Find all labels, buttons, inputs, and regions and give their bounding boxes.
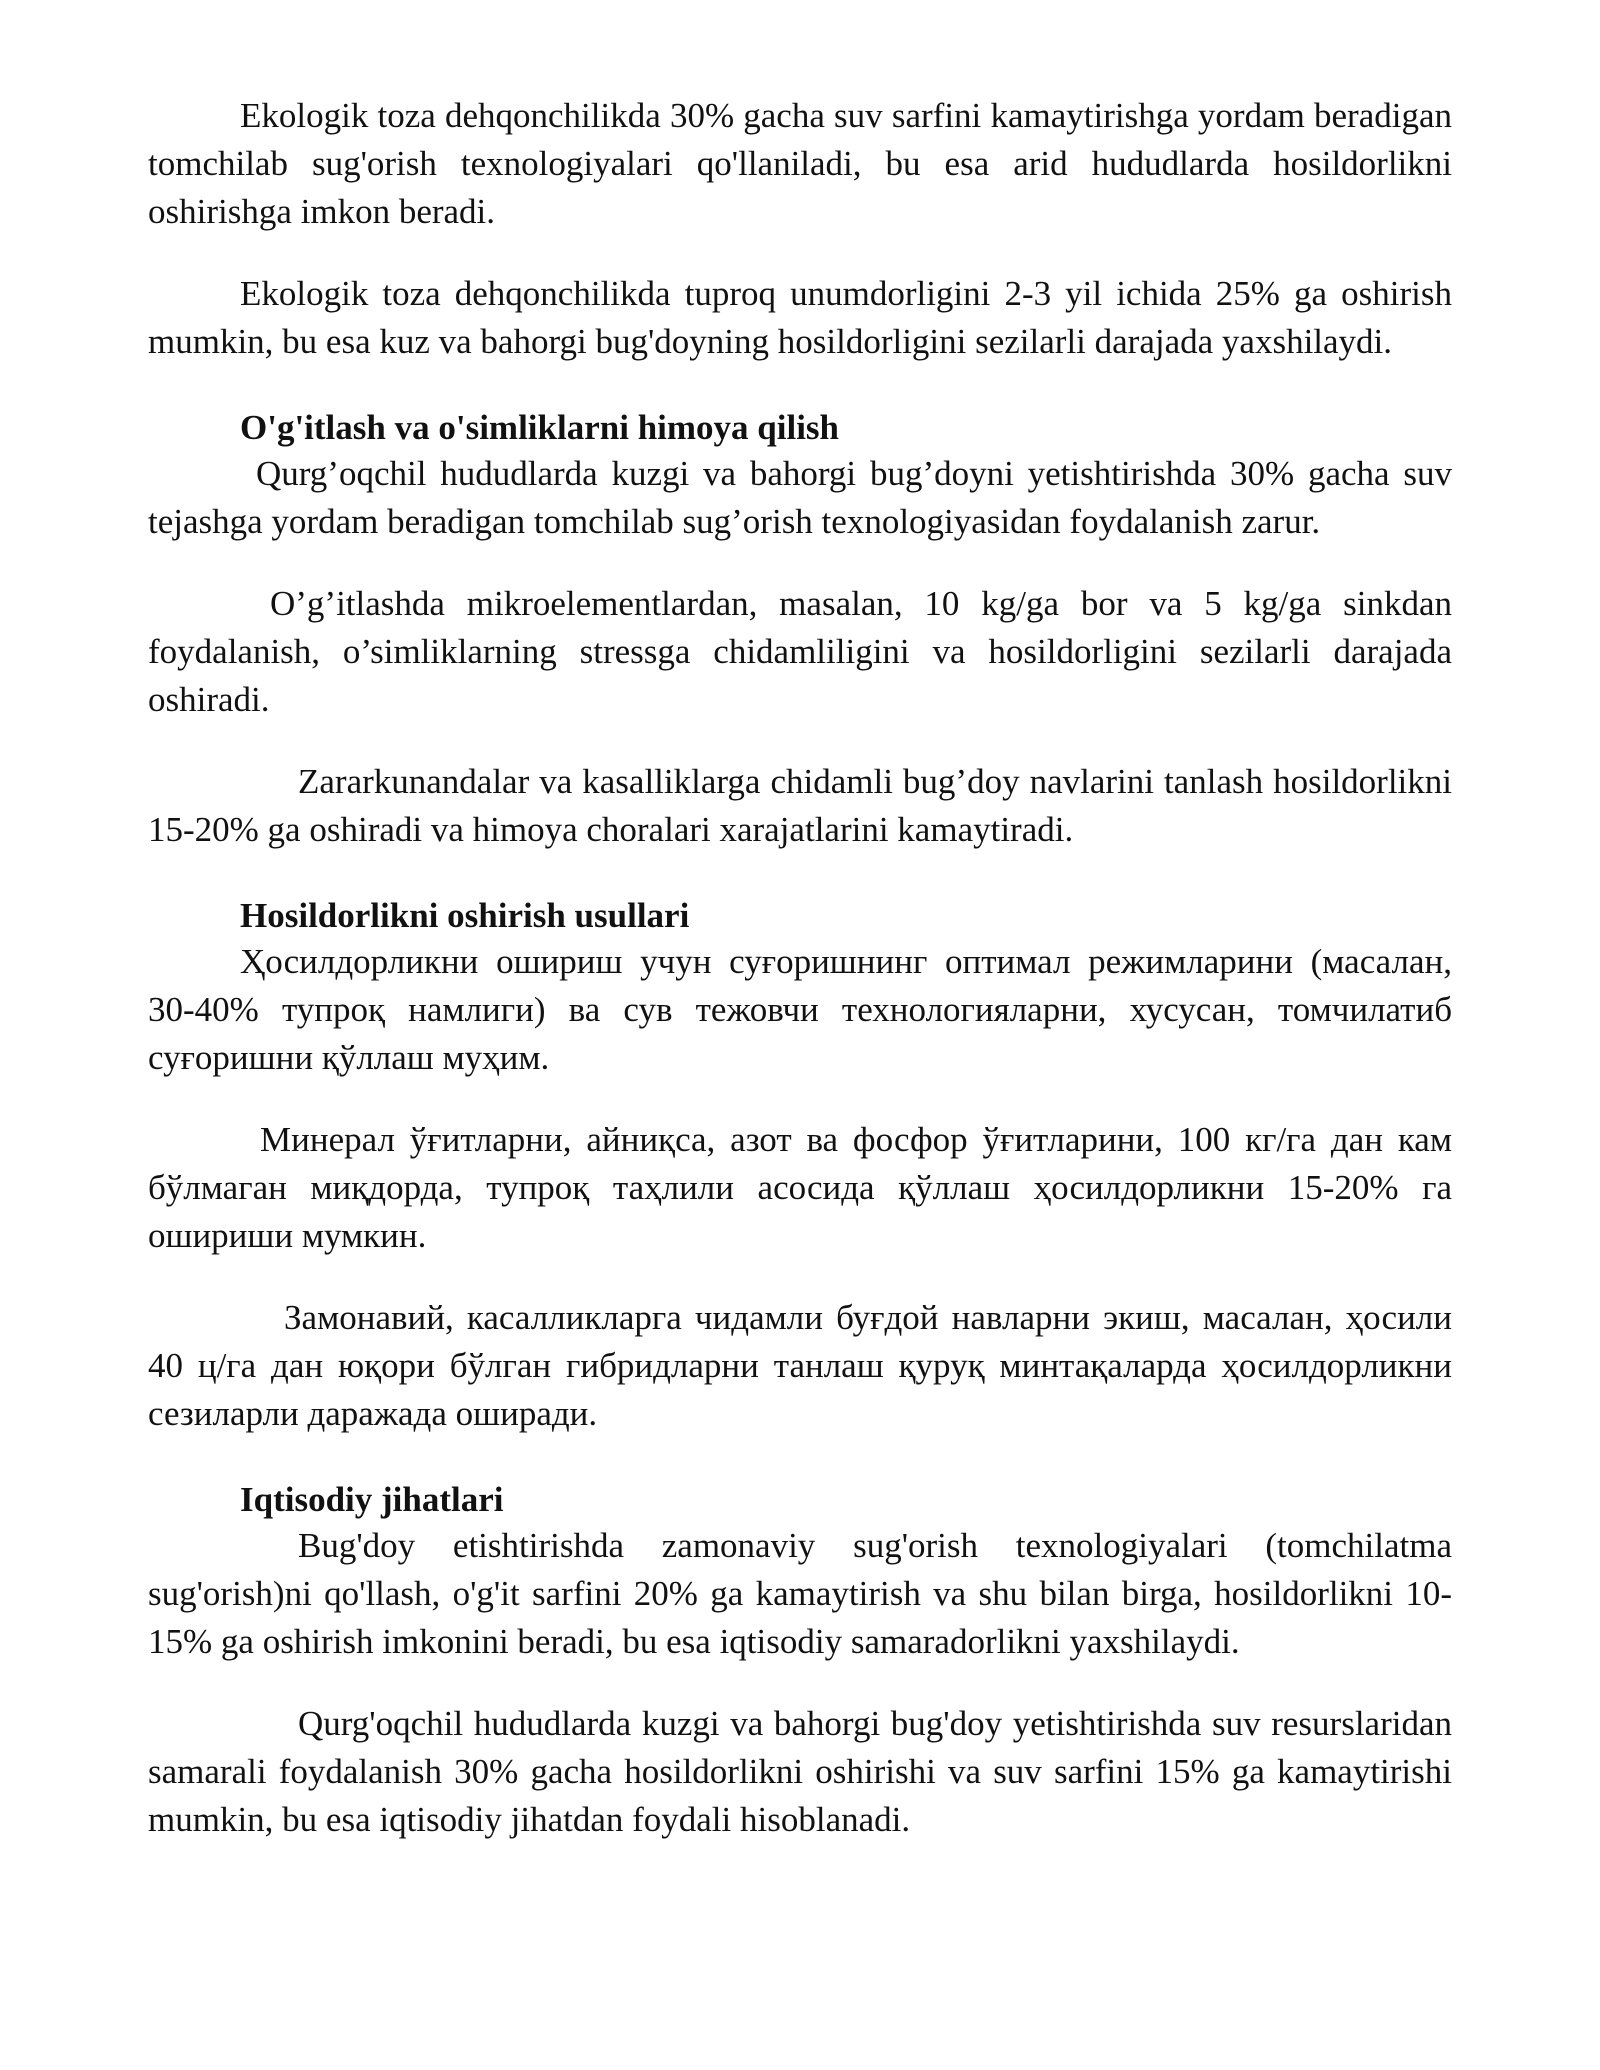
paragraph-mineral-fertilizers: Минерал ўғитларни, айниқса, азот ва фосфор ўғитларини, 100 кг/га дан кам бўлмаган миқдорда, тупроқ таҳлили асосида қўллаш ҳосилдорликни 15-20% га ошириши мумкин. bbox=[148, 1120, 1452, 1255]
section-heading-yield-methods: Hosildorlikni oshirish usullari bbox=[240, 896, 690, 935]
paragraph-soil-fertility: Ekologik toza dehqonchilikda tuproq unumdorligini 2-3 yil ichida 25% ga oshirish mumkin, bu esa kuz va bahorgi bug'doyning hosildorligini sezilarli darajada yaxshilaydi. bbox=[148, 274, 1452, 361]
paragraph-irrigation-regimes: Ҳосилдорликни ошириш учун суғоришнинг оптимал режимларини (масалан, 30-40% тупроқ намлиги) ва сув тежовчи технологияларни, хусусан, томчилатиб суғоришни қўллаш муҳим. bbox=[148, 942, 1452, 1077]
paragraph-modern-varieties: Замонавий, касалликларга чидамли буғдой навларни экиш, масалан, ҳосили 40 ц/га дан юқори бўлган гибридларни танлаш қуруқ минтақаларда ҳосилдорликни сезиларли даражада оширади. bbox=[148, 1298, 1452, 1433]
section-heading-fertilization: O'g'itlash va o'simliklarni himoya qilish bbox=[240, 408, 840, 447]
paragraph-water-saving: Qurg’oqchil hududlarda kuzgi va bahorgi bug’doyni yetishtirishda 30% gacha suv tejashga yordam beradigan tomchilab sug’orish texnologiyasidan foydalanish zarur. bbox=[148, 454, 1452, 541]
paragraph-drip-irrigation: Ekologik toza dehqonchilikda 30% gacha suv sarfini kamaytirishga yordam beradigan tomchilab sug'orish texnologiyalari qo'llaniladi, bu esa arid hududlarda hosildorlikni oshirishga imkon beradi. bbox=[148, 96, 1452, 231]
document-page bbox=[148, 92, 1452, 1844]
paragraph-microelements: O’g’itlashda mikroelementlardan, masalan, 10 kg/ga bor va 5 kg/ga sinkdan foydalanish, o’simliklarning stressga chidamliligini va hosildorligini sezilarli darajada oshiradi. bbox=[148, 584, 1452, 719]
section-heading-economics: Iqtisodiy jihatlari bbox=[240, 1480, 504, 1519]
paragraph-water-resources: Qurg'oqchil hududlarda kuzgi va bahorgi bug'doy yetishtirishda suv resurslaridan samarali foydalanish 30% gacha hosildorlikni oshirishi va suv sarfini 15% ga kamaytirishi mumkin, bu esa iqtisodiy jihatdan foydali hisoblanadi. bbox=[148, 1704, 1452, 1839]
paragraph-resistant-varieties: Zararkunandalar va kasalliklarga chidamli bug’doy navlarini tanlash hosildorlikni 15-20% ga oshiradi va himoya choralari xarajatlarini kamaytiradi. bbox=[148, 762, 1452, 849]
paragraph-modern-irrigation-economics: Bug'doy etishtirishda zamonaviy sug'orish texnologiyalari (tomchilatma sug'orish)ni qo'llash, o'g'it sarfini 20% ga kamaytirish va shu bilan birga, hosildorlikni 10-15% ga oshirish imkonini beradi, bu esa iqtisodiy samaradorlikni yaxshilaydi. bbox=[148, 1526, 1452, 1661]
